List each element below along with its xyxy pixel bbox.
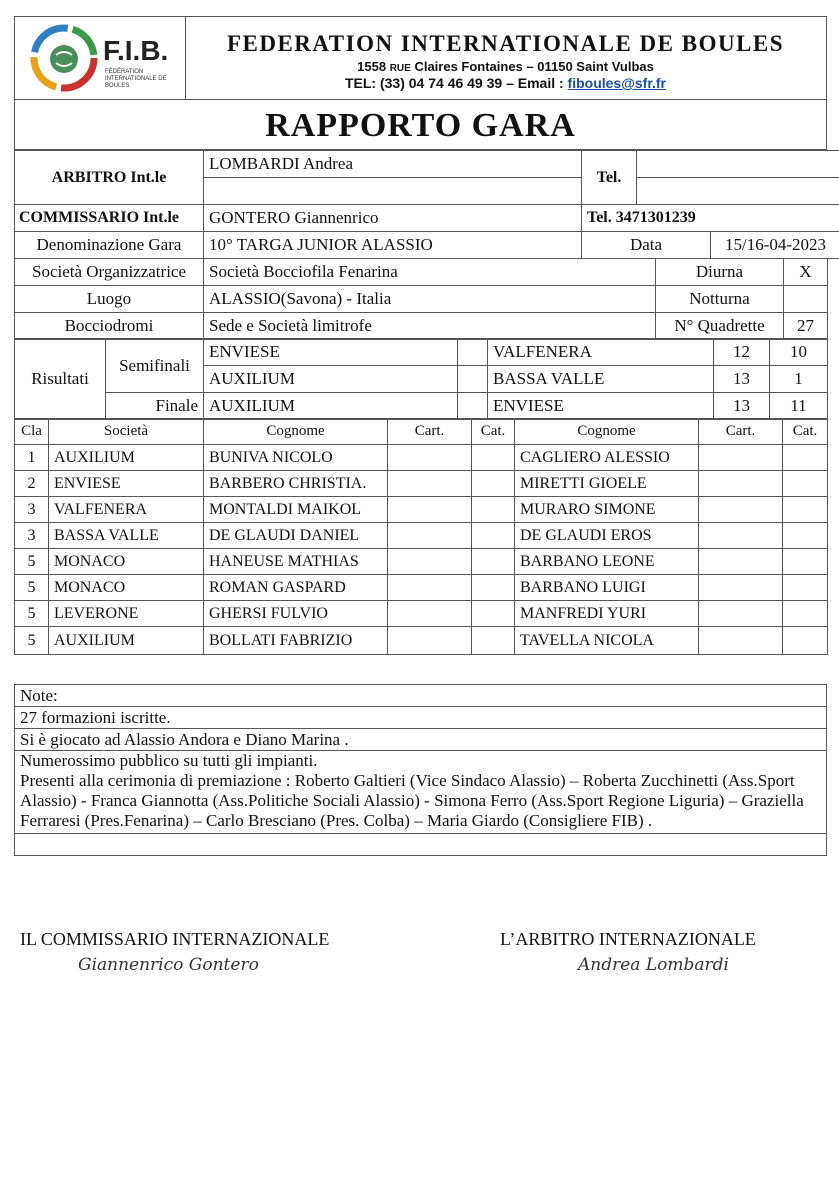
match-score-b: 11: [770, 393, 828, 420]
row-cognome1: MONTALDI MAIKOL: [204, 497, 388, 523]
societa-value: Società Bocciofila Fenarina: [204, 259, 656, 286]
row-cognome2: DE GLAUDI EROS: [515, 523, 699, 549]
federation-info: [185, 17, 826, 99]
row-cart: [388, 445, 472, 471]
federation-name: FEDERATION INTERNATIONALE DE BOULES: [226, 31, 785, 56]
notes-table: [14, 684, 827, 856]
row-cat: [472, 601, 515, 627]
notes-blank: [15, 834, 827, 856]
row-cart: [699, 601, 783, 627]
email-link[interactable]: fiboules@sfr.fr: [567, 75, 666, 91]
row-cart: [699, 523, 783, 549]
row-cart: [388, 575, 472, 601]
arbitro-label: ARBITRO Int.le: [15, 151, 204, 205]
match-team-b: BASSA VALLE: [488, 366, 714, 393]
match-score-b: 1: [770, 366, 828, 393]
table-row: [15, 445, 828, 471]
match-separator: [458, 393, 488, 420]
row-cart: [699, 445, 783, 471]
row-cat: [783, 523, 828, 549]
row-cart: [388, 471, 472, 497]
table-row: [15, 601, 828, 627]
match-team-a: AUXILIUM: [204, 366, 458, 393]
row-cognome1: BOLLATI FABRIZIO: [204, 627, 388, 655]
notturna-value: [784, 286, 828, 313]
match-team-b: VALFENERA: [488, 339, 714, 366]
row-cart: [388, 497, 472, 523]
notes-line: Si è giocato ad Alassio Andora e Diano Marina .: [15, 729, 827, 751]
table-row: [15, 627, 828, 655]
row-cat: [783, 497, 828, 523]
table-row: [15, 497, 828, 523]
logo-subtext: FÉDÉRATION INTERNATIONALE DE BOULES: [105, 69, 167, 89]
match-score-a: 12: [714, 339, 770, 366]
row-cla: 3: [15, 497, 49, 523]
row-cat: [783, 627, 828, 655]
arbitro-signature: Andrea Lombardi: [578, 955, 729, 975]
row-cat: [783, 471, 828, 497]
header-cat: Cat.: [472, 419, 515, 445]
row-cognome1: GHERSI FULVIO: [204, 601, 388, 627]
finale-label: Finale: [106, 393, 204, 420]
commissario-title: IL COMMISSARIO INTERNAZIONALE: [20, 929, 330, 949]
row-cat: [783, 575, 828, 601]
row-cognome2: CAGLIERO ALESSIO: [515, 445, 699, 471]
letterhead: [14, 16, 827, 100]
row-societa: AUXILIUM: [49, 445, 204, 471]
table-row: [15, 471, 828, 497]
row-societa: AUXILIUM: [49, 627, 204, 655]
row-societa: MONACO: [49, 575, 204, 601]
row-cognome2: BARBANO LEONE: [515, 549, 699, 575]
arbitro-name: LOMBARDI Andrea: [204, 151, 582, 178]
fib-logo-icon: [29, 23, 99, 93]
row-societa: BASSA VALLE: [49, 523, 204, 549]
row-cat: [472, 523, 515, 549]
arbitro-title: L’ARBITRO INTERNAZIONALE: [500, 929, 756, 949]
commissario-tel: Tel. 3471301239: [582, 205, 839, 232]
row-societa: VALFENERA: [49, 497, 204, 523]
info-table-2: [14, 258, 828, 340]
row-cognome2: BARBANO LUIGI: [515, 575, 699, 601]
data-label: Data: [582, 232, 711, 259]
match-score-b: 10: [770, 339, 828, 366]
match-team-a: AUXILIUM: [204, 393, 458, 420]
row-cla: 5: [15, 575, 49, 601]
arbitro-tel-1: [637, 151, 839, 178]
table-row: [15, 575, 828, 601]
row-cla: 1: [15, 445, 49, 471]
luogo-label: Luogo: [15, 286, 204, 313]
row-societa: LEVERONE: [49, 601, 204, 627]
row-societa: MONACO: [49, 549, 204, 575]
arbitro-tel-2: [637, 178, 839, 205]
societa-label: Società Organizzatrice: [15, 259, 204, 286]
data-value: 15/16-04-2023: [711, 232, 839, 259]
row-cognome1: BARBERO CHRISTIA.: [204, 471, 388, 497]
row-cart: [388, 549, 472, 575]
row-cart: [388, 523, 472, 549]
row-cla: 5: [15, 549, 49, 575]
page-title: RAPPORTO GARA: [14, 100, 827, 150]
match-score-a: 13: [714, 393, 770, 420]
row-cart: [388, 627, 472, 655]
row-cat: [783, 549, 828, 575]
row-cognome1: BUNIVA NICOLO: [204, 445, 388, 471]
quadrette-label: N° Quadrette: [656, 313, 784, 340]
semifinali-label: Semifinali: [106, 339, 204, 393]
logo-text: F.I.B.: [103, 35, 169, 66]
classifica-header: [15, 419, 828, 445]
row-cognome1: ROMAN GASPARD: [204, 575, 388, 601]
row-cat: [472, 549, 515, 575]
row-cat: [783, 445, 828, 471]
header-cognome: Cognome: [204, 419, 388, 445]
row-cat: [472, 575, 515, 601]
match-separator: [458, 339, 488, 366]
notes-line: 27 formazioni iscritte.: [15, 707, 827, 729]
match-team-b: ENVIESE: [488, 393, 714, 420]
diurna-value: X: [784, 259, 828, 286]
row-cart: [699, 549, 783, 575]
header-cart: Cart.: [699, 419, 783, 445]
federation-address: [185, 59, 826, 74]
notes-paragraph: [15, 751, 827, 834]
commissario-label: COMMISSARIO Int.le: [15, 205, 204, 232]
notes-label: Note:: [15, 685, 827, 707]
table-row: [15, 523, 828, 549]
row-cognome2: TAVELLA NICOLA: [515, 627, 699, 655]
row-societa: ENVIESE: [49, 471, 204, 497]
header-cla: Cla: [15, 419, 49, 445]
row-cognome2: MURARO SIMONE: [515, 497, 699, 523]
denominazione-value: 10° TARGA JUNIOR ALASSIO: [204, 232, 582, 259]
commissario-signature: Giannenrico Gontero: [78, 955, 259, 975]
quadrette-value: 27: [784, 313, 828, 340]
classifica-table: [14, 418, 828, 655]
row-cat: [472, 497, 515, 523]
header-cart: Cart.: [388, 419, 472, 445]
row-cat: [472, 627, 515, 655]
row-cart: [699, 471, 783, 497]
address-number: 1558: [357, 59, 387, 74]
notes-line: Numerossimo pubblico su tutti gli impianti.: [20, 751, 318, 770]
table-row: [15, 549, 828, 575]
row-cat: [472, 445, 515, 471]
row-cart: [699, 627, 783, 655]
row-cognome2: MANFREDI YURI: [515, 601, 699, 627]
bocciodromi-value: Sede e Società limitrofe: [204, 313, 656, 340]
bocciodromi-label: Bocciodromi: [15, 313, 204, 340]
row-cognome2: MIRETTI GIOELE: [515, 471, 699, 497]
match-team-a: ENVIESE: [204, 339, 458, 366]
header-cognome: Cognome: [515, 419, 699, 445]
risultati-label: Risultati: [15, 339, 106, 420]
tel-line: TEL: (33) 04 74 46 49 39 – Email :: [344, 75, 564, 91]
row-cognome1: HANEUSE MATHIAS: [204, 549, 388, 575]
address-rest: Claires Fontaines – 01150 Saint Vulbas: [414, 59, 654, 74]
arbitro-name-2: [204, 178, 582, 205]
denominazione-label: Denominazione Gara: [15, 232, 204, 259]
tel-label: Tel.: [582, 151, 637, 205]
match-separator: [458, 366, 488, 393]
federation-contact: [185, 75, 826, 91]
row-cla: 5: [15, 601, 49, 627]
row-cla: 2: [15, 471, 49, 497]
commissario-name: GONTERO Giannenrico: [204, 205, 582, 232]
fib-logo: [15, 17, 186, 99]
info-table: [14, 150, 839, 259]
row-cart: [699, 497, 783, 523]
risultati-table: [14, 338, 828, 420]
notturna-label: Notturna: [656, 286, 784, 313]
match-score-a: 13: [714, 366, 770, 393]
row-cart: [388, 601, 472, 627]
row-cla: 5: [15, 627, 49, 655]
luogo-value: ALASSIO(Savona) - Italia: [204, 286, 656, 313]
row-cart: [699, 575, 783, 601]
address-rue: RUE: [389, 63, 411, 74]
row-cat: [472, 471, 515, 497]
header-cat: Cat.: [783, 419, 828, 445]
row-cla: 3: [15, 523, 49, 549]
notes-line: Presenti alla cerimonia di premiazione : Roberto Galtieri (Vice Sindaco Alassio) – Roberta Zucchinetti (Ass.Sport Alassio) - Franca Giannotta (Ass.Politiche Sociali Alassio) - Simona Ferro (Ass.Sport Regione Liguria) – Graziella Ferraresi (Pres.Fenarina) – Carlo Bresciano (Pres. Colba) – Maria Giardo (Consigliere FIB) .: [20, 771, 804, 830]
diurna-label: Diurna: [656, 259, 784, 286]
row-cognome1: DE GLAUDI DANIEL: [204, 523, 388, 549]
row-cat: [783, 601, 828, 627]
header-societa: Società: [49, 419, 204, 445]
